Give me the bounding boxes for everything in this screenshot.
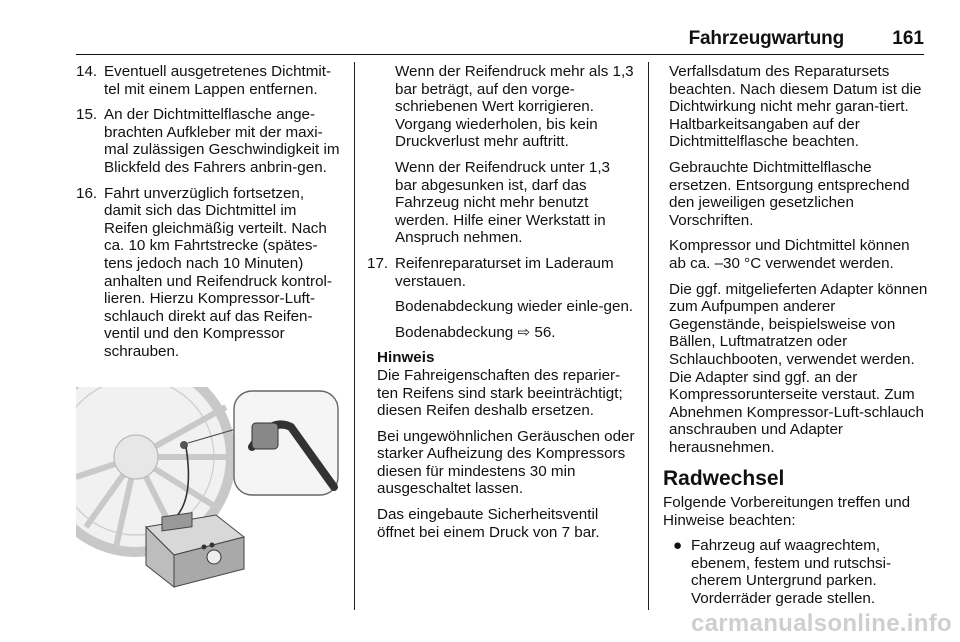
item-text: Reifenreparaturset im Laderaum verstauen. bbox=[395, 254, 614, 290]
item-text: Eventuell ausgetretenes Dichtmit‐tel mit einem Lappen entfernen. bbox=[104, 63, 332, 98]
section-heading: Radwechsel bbox=[663, 467, 785, 491]
paragraph: Wenn der Reifendruck unter 1,3 bar abgesunken ist, darf das Fahrzeug nicht mehr benutzt werden. Hilfe einer Werkstatt in Anspruch nehmen. bbox=[395, 158, 610, 247]
compressor-illustration-svg bbox=[76, 387, 342, 597]
column-divider bbox=[354, 62, 355, 610]
paragraph: Gebrauchte Dichtmittelflasche ersetzen. Entsorgung entsprechend den jeweiligen gesetzlichen Vorschriften. bbox=[669, 158, 910, 229]
bullet-item bbox=[663, 537, 929, 607]
paragraph: Folgende Vorbereitungen treffen und Hinweise beachten: bbox=[663, 494, 911, 529]
item-number: 14. bbox=[76, 63, 98, 80]
paragraph: Bei ungewöhnlichen Geräuschen oder starker Aufheizung des Kompressors diesen für mindestens 30 min ausgeschaltet lassen. bbox=[377, 427, 635, 498]
item-number: 16. bbox=[76, 184, 98, 202]
note-text: Die Fahreigenschaften des reparier‐ten Reifens sind stark beeinträchtigt; diesen Reifen deshalb ersetzen. bbox=[377, 366, 623, 420]
bullet-icon: ● bbox=[673, 537, 683, 555]
bullet-text: Fahrzeug auf waagrechtem, ebenem, festem und rutschsi‐cherem Untergrund parken. Vorderräder gerade stellen. bbox=[691, 537, 892, 608]
paragraph: Verfallsdatum des Reparatursets beachten. Nach diesem Datum ist die Dichtwirkung nicht mehr garan‐tiert. Haltbarkeitsangaben auf der Dichtmittelflasche beachten. bbox=[669, 63, 922, 151]
list-item bbox=[76, 106, 342, 176]
list-item bbox=[76, 63, 342, 98]
list-item bbox=[76, 185, 342, 361]
item-text: An der Dichtmittelflasche ange‐brachten Aufkleber mit der maxi‐mal zulässigen Geschwindigkeit im Blickfeld des Fahrers anbrin‐gen. bbox=[104, 106, 340, 176]
column-divider bbox=[648, 62, 649, 610]
paragraph: Kompressor und Dichtmittel können ab ca. –30 °C verwendet werden. bbox=[669, 237, 910, 272]
page-title: Fahrzeugwartung bbox=[688, 28, 844, 49]
paragraph: Das eingebaute Sicherheitsventil öffnet bei einem Druck von 7 bar. bbox=[377, 506, 600, 541]
note-title: Hinweis bbox=[377, 349, 435, 367]
compressor-illustration bbox=[76, 387, 342, 597]
paragraph: Die ggf. mitgelieferten Adapter können zum Aufpumpen anderer Gegenstände, beispielsweise von Bällen, Luftmatratzen oder Schlauchbooten, verwendet werden. Die Adapter sind ggf. an der Kompressorunterseite verstaut. Zum Abnehmen Kompressor-Luft‐schlauch anschrauben und Adapter herausnehmen. bbox=[669, 280, 928, 456]
page-number: 161 bbox=[892, 28, 924, 49]
column-right bbox=[663, 63, 929, 608]
list-item bbox=[367, 255, 635, 290]
paragraph: Bodenabdeckung wieder einle‐gen. bbox=[395, 298, 634, 316]
column-middle bbox=[367, 63, 635, 549]
page-header bbox=[76, 28, 924, 55]
item-number: 15. bbox=[76, 106, 98, 124]
item-number: 17. bbox=[367, 254, 389, 272]
item-text: Fahrt unverzüglich fortsetzen, damit sich das Dichtmittel im Reifen gleichmäßig verteilt. Nach ca. 10 km Fahrtstrecke (spätes‐tens jedoch nach 10 Minuten) anhalten und Reifendruck kontrol‐lieren. Hierzu Kompressor-Luft‐schlauch direkt auf das Reifen‐ventil und den Kompressor schrauben. bbox=[104, 184, 332, 360]
paragraph: Wenn der Reifendruck mehr als 1,3 bar beträgt, auf den vorge‐schriebenen Wert korrigieren. Vorgang wiederholen, bis kein Druckverlust mehr auftritt. bbox=[395, 63, 634, 151]
note-block bbox=[377, 349, 635, 419]
watermark: carmanualsonline.info bbox=[690, 610, 952, 637]
column-left bbox=[76, 63, 342, 369]
cross-reference: Bodenabdeckung ⇨ 56. bbox=[395, 323, 556, 341]
